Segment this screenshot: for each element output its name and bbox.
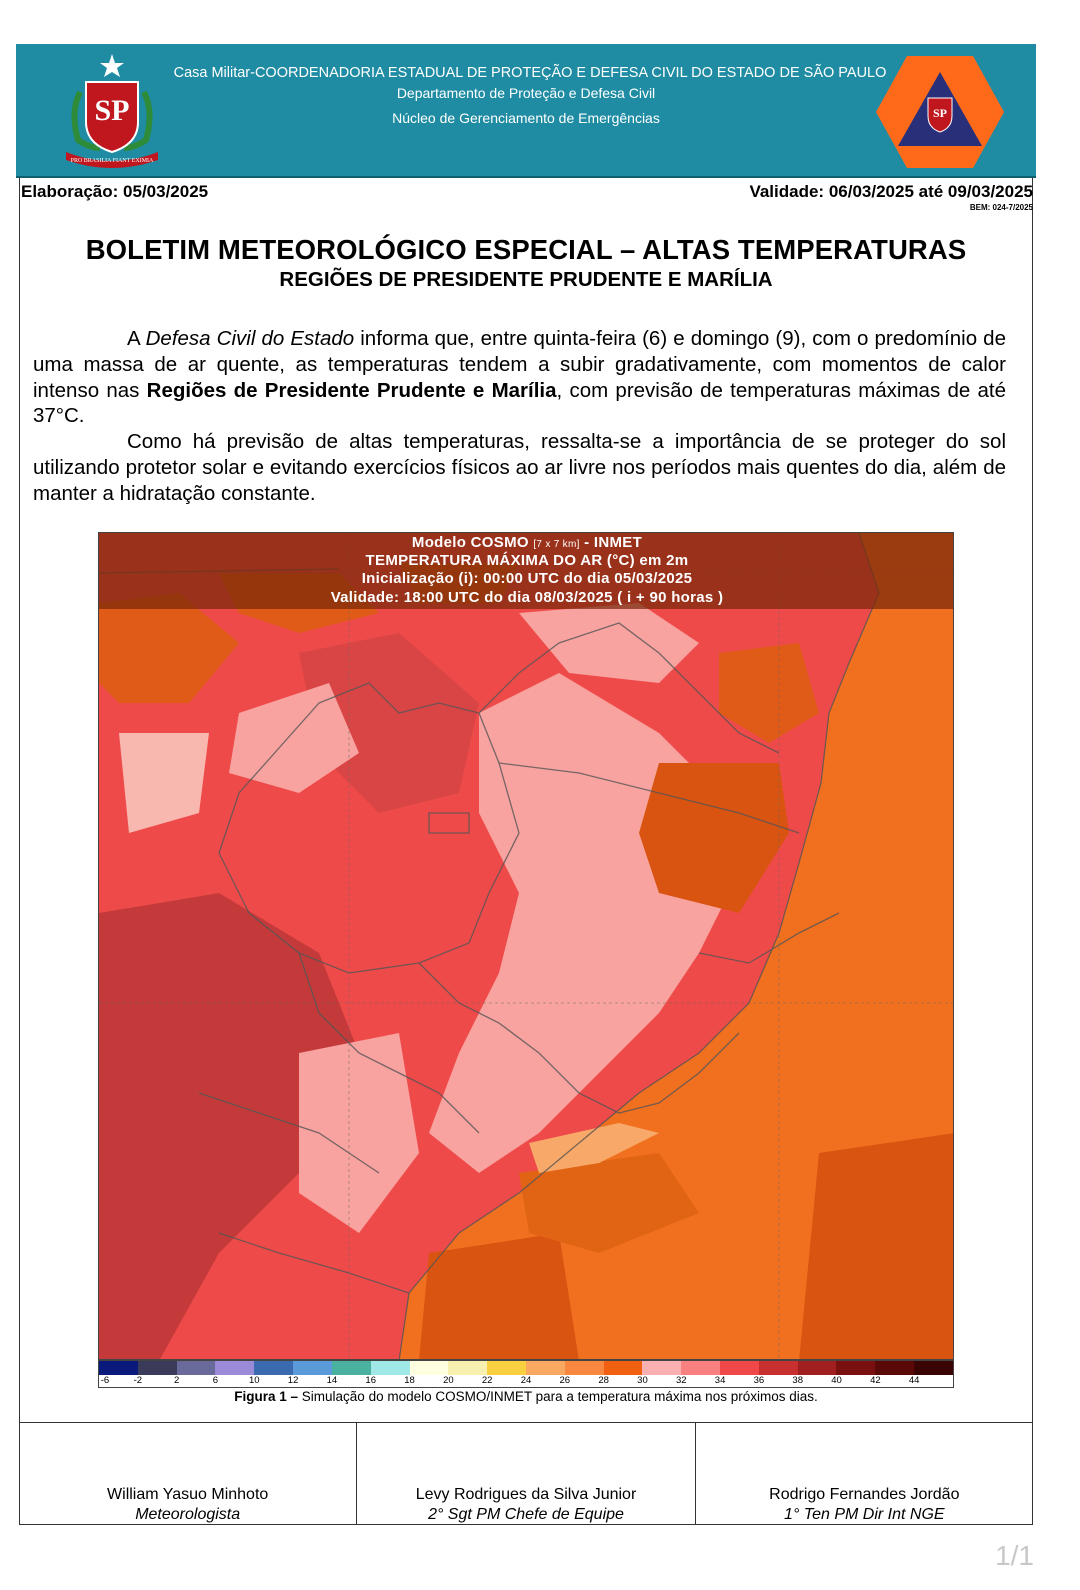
colorbar-tick-label: 40 <box>831 1375 842 1386</box>
colorbar-swatch <box>798 1361 837 1375</box>
colorbar-swatch <box>836 1361 875 1375</box>
bulletin-title: BOLETIM METEOROLÓGICO ESPECIAL – ALTAS TEMPERATURAS <box>85 234 967 265</box>
colorbar-tick-label: 28 <box>598 1375 609 1386</box>
validity-period: Validade: 06/03/2025 até 09/03/2025 <box>749 182 1033 201</box>
colorbar-tick-label: 26 <box>559 1375 571 1386</box>
colorbar-tick-label: 24 <box>520 1375 532 1386</box>
colorbar-tick-label: 12 <box>287 1375 299 1386</box>
signer-role: 1° Ten PM Dir Int NGE <box>784 1506 945 1523</box>
colorbar-tick-label: 32 <box>675 1375 687 1386</box>
colorbar-swatches <box>99 1361 953 1375</box>
svg-text:SP: SP <box>94 94 130 127</box>
colorbar-swatch <box>565 1361 604 1375</box>
bulletin-subtitle: REGIÕES DE PRESIDENTE PRUDENTE E MARÍLIA <box>279 268 773 291</box>
colorbar-swatch <box>914 1361 953 1375</box>
colorbar-swatch <box>642 1361 681 1375</box>
colorbar-swatch <box>681 1361 720 1375</box>
temperature-colorbar <box>98 1360 954 1388</box>
colorbar-swatch <box>99 1361 138 1375</box>
agency-name: Casa Militar-COORDENADORIA ESTADUAL DE PROTEÇÃO E DEFESA CIVIL DO ESTADO DE SÃO PAULO <box>173 65 887 81</box>
colorbar-swatch <box>875 1361 914 1375</box>
civil-defense-logo-icon <box>874 54 1006 170</box>
colorbar-swatch <box>526 1361 565 1375</box>
signer-name: William Yasuo Minhoto <box>107 1486 269 1503</box>
colorbar-swatch <box>138 1361 177 1375</box>
temperature-map-image <box>99 533 954 1360</box>
signer-role: Meteorologista <box>135 1506 241 1523</box>
department-name: Departamento de Proteção e Defesa Civil <box>396 85 656 101</box>
colorbar-tick-label: 44 <box>908 1375 920 1386</box>
colorbar-tick-label: 16 <box>365 1375 377 1386</box>
colorbar-swatch <box>759 1361 798 1375</box>
colorbar-tick-label: 18 <box>404 1375 415 1386</box>
bulletin-number: BEM: 024-7/2025 <box>969 203 1033 212</box>
colorbar-tick-label: 36 <box>753 1375 765 1386</box>
map-header <box>99 533 954 609</box>
map-variable: TEMPERATURA MÁXIMA DO AR (°C) em 2m <box>365 552 689 569</box>
signer-name: Rodrigo Fernandes Jordão <box>769 1486 960 1503</box>
unit-name: Núcleo de Gerenciamento de Emergências <box>392 110 660 126</box>
signer-role: 2° Sgt PM Chefe de Equipe <box>428 1506 624 1523</box>
colorbar-swatch <box>293 1361 332 1375</box>
signature-meteorologist <box>19 1423 357 1525</box>
colorbar-swatch <box>215 1361 254 1375</box>
colorbar-tick-label: 14 <box>326 1375 338 1386</box>
colorbar-swatch <box>720 1361 759 1375</box>
colorbar-tick-label: 42 <box>870 1375 881 1386</box>
colorbar-tick-label: 38 <box>792 1375 804 1386</box>
svg-text:SP: SP <box>932 106 948 120</box>
signature-team-chief <box>357 1423 695 1525</box>
paragraph-2: Como há previsão de altas temperaturas, ressalta-se a importância de se proteger do sol utilizando protetor solar e evitando exercícios físicos ao ar livre nos períodos mais quentes do dia, além de manter a hidratação constante. <box>33 430 1006 505</box>
map-model-title: Modelo COSMO [7 x 7 km] - INMET <box>411 534 643 551</box>
colorbar-swatch <box>371 1361 410 1375</box>
colorbar-swatch <box>410 1361 449 1375</box>
colorbar-swatch <box>604 1361 643 1375</box>
signature-table <box>19 1422 1033 1525</box>
colorbar-swatch <box>177 1361 216 1375</box>
colorbar-tick-label: 2 <box>173 1375 180 1386</box>
colorbar-swatch <box>332 1361 371 1375</box>
map-initialization: Inicialização (i): 00:00 UTC do dia 05/03/2025 <box>361 570 693 587</box>
bulletin-body <box>33 326 1006 507</box>
temperature-forecast-map <box>98 532 954 1360</box>
signature-director <box>696 1423 1033 1525</box>
figure-caption: Figura 1 – Simulação do modelo COSMO/INMET para a temperatura máxima nos próximos dias. <box>234 1389 818 1404</box>
colorbar-ticks <box>99 1375 953 1388</box>
colorbar-swatch <box>254 1361 293 1375</box>
colorbar-tick-label: 10 <box>248 1375 260 1386</box>
page-number: 1/1 <box>995 1540 1034 1571</box>
colorbar-tick-label: -2 <box>133 1375 143 1386</box>
colorbar-swatch <box>448 1361 487 1375</box>
colorbar-tick-label: 20 <box>443 1375 454 1386</box>
colorbar-tick-label: 34 <box>714 1375 726 1386</box>
colorbar-tick-label: 30 <box>637 1375 648 1386</box>
elaboration-date: Elaboração: 05/03/2025 <box>21 182 209 201</box>
colorbar-tick-label: -6 <box>100 1375 110 1386</box>
paragraph-1: A Defesa Civil do Estado informa que, entre quinta-feira (6) e domingo (9), com o predomínio de uma massa de ar quente, as temperaturas tendem a subir gradativamente, com momentos de calor intenso nas Regiões de Presidente Prudente e Marília, com previsão de temperaturas máximas de até 37°C. <box>33 327 1006 428</box>
colorbar-tick-label: 22 <box>481 1375 493 1386</box>
colorbar-tick-label: 6 <box>212 1375 219 1386</box>
colorbar-swatch <box>487 1361 526 1375</box>
signer-name: Levy Rodrigues da Silva Junior <box>415 1486 637 1503</box>
svg-text:PRO BRASILIA FIANT EXIMIA: PRO BRASILIA FIANT EXIMIA <box>70 158 154 164</box>
header-banner <box>16 44 1036 178</box>
map-validity: Validade: 18:00 UTC do dia 08/03/2025 ( i + 90 horas ) <box>330 589 724 606</box>
